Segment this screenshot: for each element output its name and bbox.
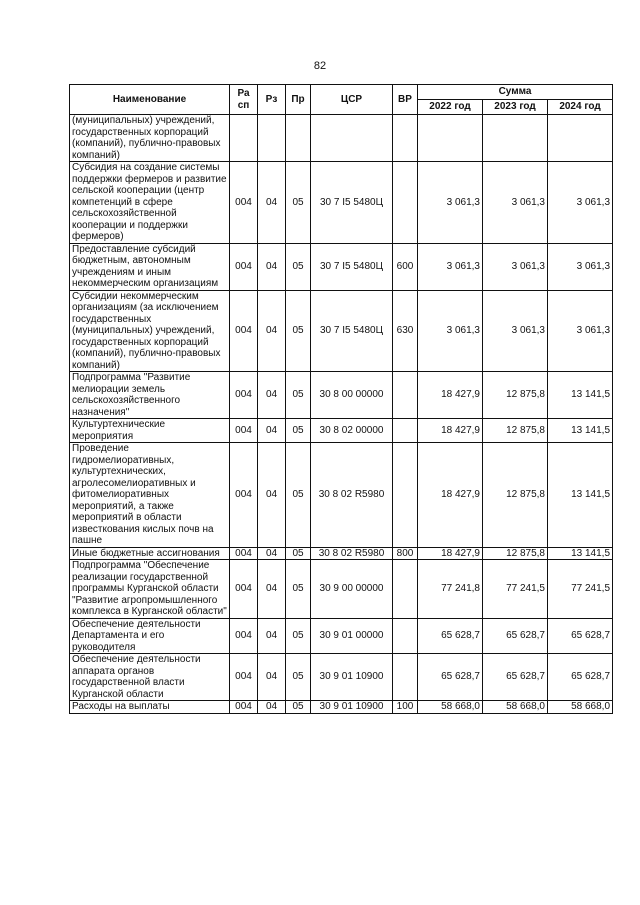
row-pr: 05: [286, 290, 311, 372]
row-2024: 13 141,5: [548, 372, 613, 419]
row-2023: 65 628,7: [483, 618, 548, 654]
row-2022: 3 061,3: [418, 243, 483, 290]
row-2024: 77 241,5: [548, 560, 613, 619]
row-rasp: 004: [230, 162, 258, 244]
row-name: Расходы на выплаты: [70, 701, 230, 714]
row-pr: 05: [286, 560, 311, 619]
budget-table: [69, 84, 613, 714]
row-name: Культуртехнические мероприятия: [70, 419, 230, 443]
table-row: [70, 618, 613, 654]
row-csr: 30 8 02 R5980: [311, 547, 393, 560]
table-row: [70, 372, 613, 419]
row-name: Проведение гидромелиоративных, культуртехнических, агролесомелиоративных и фитомелиоративных мероприятий, а также мероприятий в области известкования кислых почв на пашне: [70, 443, 230, 548]
row-rz: 04: [258, 443, 286, 548]
header-sum: Сумма: [418, 85, 613, 100]
row-2023: 12 875,8: [483, 547, 548, 560]
row-2024: 13 141,5: [548, 547, 613, 560]
row-2024: 3 061,3: [548, 243, 613, 290]
row-csr: 30 9 01 00000: [311, 618, 393, 654]
row-pr: 05: [286, 547, 311, 560]
row-2024: 13 141,5: [548, 419, 613, 443]
header-2022: 2022 год: [418, 100, 483, 115]
row-pr: 05: [286, 419, 311, 443]
row-rz: 04: [258, 419, 286, 443]
row-pr: 05: [286, 701, 311, 714]
row-vr: [393, 618, 418, 654]
row-name: (муниципальных) учреждений, государственных корпораций (компаний), публично-правовых компаний): [70, 115, 230, 162]
row-csr: 30 9 01 10900: [311, 654, 393, 701]
row-2022: 58 668,0: [418, 701, 483, 714]
row-csr: 30 9 01 10900: [311, 701, 393, 714]
row-pr: 05: [286, 243, 311, 290]
row-2023: 3 061,3: [483, 162, 548, 244]
row-2022: 77 241,8: [418, 560, 483, 619]
row-2023: 12 875,8: [483, 372, 548, 419]
row-2024: 3 061,3: [548, 290, 613, 372]
table-row: [70, 243, 613, 290]
row-name: Обеспечение деятельности аппарата органов государственной власти Курганской области: [70, 654, 230, 701]
row-2022: 65 628,7: [418, 618, 483, 654]
row-csr: [311, 115, 393, 162]
row-rasp: 004: [230, 560, 258, 619]
row-rasp: 004: [230, 243, 258, 290]
row-2022: 18 427,9: [418, 443, 483, 548]
row-rz: 04: [258, 618, 286, 654]
row-2022: 3 061,3: [418, 290, 483, 372]
row-2023: 58 668,0: [483, 701, 548, 714]
row-2023: 3 061,3: [483, 243, 548, 290]
row-vr: [393, 560, 418, 619]
header-2023: 2023 год: [483, 100, 548, 115]
row-csr: 30 7 I5 5480Ц: [311, 243, 393, 290]
row-vr: 800: [393, 547, 418, 560]
header-csr: ЦСР: [311, 85, 393, 115]
row-2023: 12 875,8: [483, 419, 548, 443]
row-2024: 65 628,7: [548, 618, 613, 654]
row-rz: 04: [258, 547, 286, 560]
row-rz: 04: [258, 701, 286, 714]
header-2024: 2024 год: [548, 100, 613, 115]
row-2023: [483, 115, 548, 162]
row-name: Обеспечение деятельности Департамента и его руководителя: [70, 618, 230, 654]
row-csr: 30 8 02 00000: [311, 419, 393, 443]
row-pr: [286, 115, 311, 162]
row-2023: 77 241,5: [483, 560, 548, 619]
table-row: [70, 115, 613, 162]
row-rasp: [230, 115, 258, 162]
row-name: Предоставление субсидий бюджетным, автономным учреждениям и иным некоммерческим организациям: [70, 243, 230, 290]
row-2022: [418, 115, 483, 162]
row-pr: 05: [286, 618, 311, 654]
page-number: 82: [313, 60, 327, 72]
row-vr: 600: [393, 243, 418, 290]
header-rz: Рз: [258, 85, 286, 115]
row-name: Субсидии некоммерческим организациям (за исключением государственных (муниципальных) учреждений, государственных корпораций (компаний), публично-правовых компаний): [70, 290, 230, 372]
row-2024: [548, 115, 613, 162]
row-2023: 3 061,3: [483, 290, 548, 372]
row-csr: 30 8 02 R5980: [311, 443, 393, 548]
row-vr: [393, 419, 418, 443]
row-rz: 04: [258, 162, 286, 244]
row-2022: 65 628,7: [418, 654, 483, 701]
row-rz: 04: [258, 654, 286, 701]
table-row: [70, 419, 613, 443]
row-pr: 05: [286, 162, 311, 244]
row-rz: 04: [258, 243, 286, 290]
row-vr: [393, 162, 418, 244]
table-row: [70, 443, 613, 548]
row-rasp: 004: [230, 701, 258, 714]
row-vr: 630: [393, 290, 418, 372]
row-csr: 30 8 00 00000: [311, 372, 393, 419]
table-row: [70, 547, 613, 560]
row-rz: 04: [258, 560, 286, 619]
row-rasp: 004: [230, 443, 258, 548]
row-vr: [393, 654, 418, 701]
row-2023: 65 628,7: [483, 654, 548, 701]
row-vr: [393, 443, 418, 548]
row-rasp: 004: [230, 419, 258, 443]
row-2024: 65 628,7: [548, 654, 613, 701]
row-vr: [393, 372, 418, 419]
row-2022: 18 427,9: [418, 372, 483, 419]
row-pr: 05: [286, 443, 311, 548]
header-vr: ВР: [393, 85, 418, 115]
row-2022: 18 427,9: [418, 419, 483, 443]
row-pr: 05: [286, 372, 311, 419]
row-vr: 100: [393, 701, 418, 714]
table-row: [70, 290, 613, 372]
header-name: Наименование: [70, 85, 230, 115]
row-vr: [393, 115, 418, 162]
header-rasp: Ра сп: [230, 85, 258, 115]
header-row: [70, 85, 613, 100]
row-rasp: 004: [230, 547, 258, 560]
row-csr: 30 7 I5 5480Ц: [311, 162, 393, 244]
row-rasp: 004: [230, 654, 258, 701]
row-2023: 12 875,8: [483, 443, 548, 548]
header-pr: Пр: [286, 85, 311, 115]
table-row: [70, 162, 613, 244]
row-rasp: 004: [230, 618, 258, 654]
table-row: [70, 560, 613, 619]
row-rz: 04: [258, 372, 286, 419]
table-row: [70, 654, 613, 701]
row-name: Подпрограмма "Обеспечение реализации государственной программы Курганской области "Развитие агропромышленного комплекса в Курганской области": [70, 560, 230, 619]
row-rasp: 004: [230, 372, 258, 419]
row-2022: 3 061,3: [418, 162, 483, 244]
row-2022: 18 427,9: [418, 547, 483, 560]
row-pr: 05: [286, 654, 311, 701]
row-rasp: 004: [230, 290, 258, 372]
row-csr: 30 7 I5 5480Ц: [311, 290, 393, 372]
row-name: Подпрограмма "Развитие мелиорации земель сельскохозяйственного назначения": [70, 372, 230, 419]
row-2024: 58 668,0: [548, 701, 613, 714]
row-2024: 3 061,3: [548, 162, 613, 244]
row-csr: 30 9 00 00000: [311, 560, 393, 619]
row-name: Субсидия на создание системы поддержки фермеров и развитие сельской кооперации (центр компетенций в сфере сельскохозяйственной кооперации и поддержки фермеров): [70, 162, 230, 244]
table-row: [70, 701, 613, 714]
row-rz: 04: [258, 290, 286, 372]
row-rz: [258, 115, 286, 162]
row-2024: 13 141,5: [548, 443, 613, 548]
row-name: Иные бюджетные ассигнования: [70, 547, 230, 560]
